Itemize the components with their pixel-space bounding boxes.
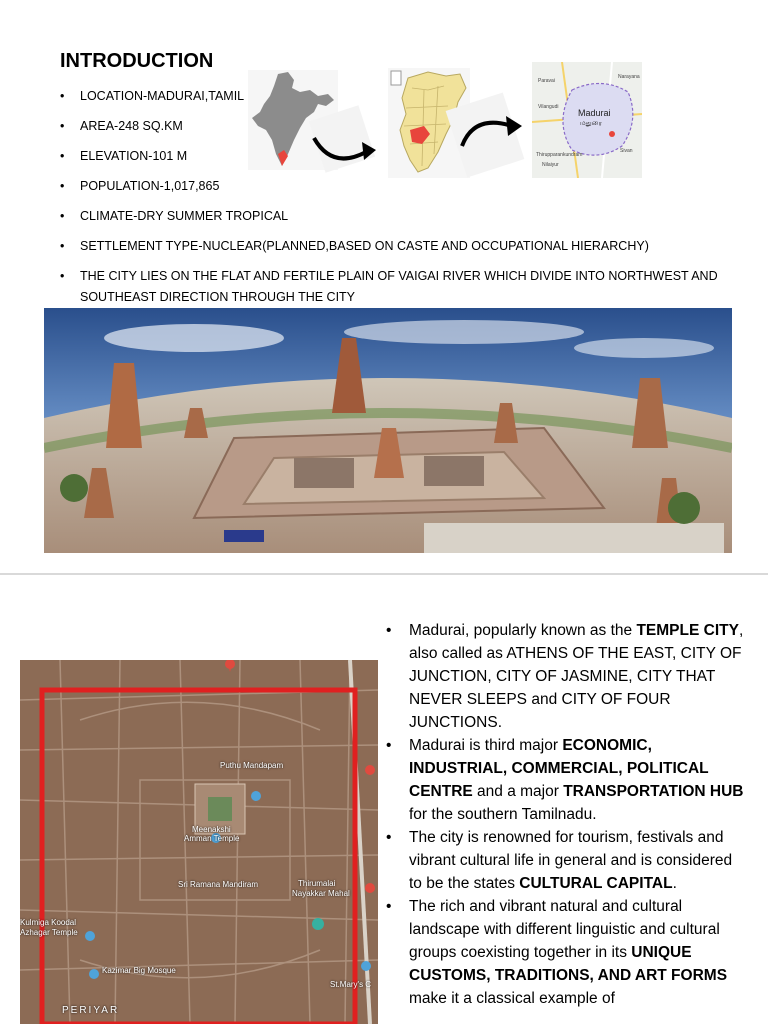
text: Madurai, popularly known as the: [409, 622, 637, 639]
map-label-kazimar-mosque: Kazimar Big Mosque: [102, 966, 176, 975]
map-label-koodal: Kulmiga Koodal: [20, 918, 77, 927]
map-label-amman-temple: Amman Temple: [184, 834, 240, 843]
bold-text: ECONOMIC, INDUSTRIAL, COMMERCIAL, POLITICAL CENTRE: [409, 737, 709, 800]
text: .: [672, 875, 677, 892]
madurai-map-label-tamil: மதுரை: [580, 120, 602, 127]
map-label-puthu-mandapam: Puthu Mandapam: [220, 761, 284, 770]
madurai-satellite-map: [20, 660, 378, 1024]
bold-text: UNIQUE CUSTOMS, TRADITIONS, AND ART FORMS: [409, 944, 728, 984]
bullet-elevation: • ELEVATION-101 M: [60, 146, 740, 176]
bullet-settlement: • SETTLEMENT TYPE-NUCLEAR(PLANNED,BASED ON CASTE AND OCCUPATIONAL HIERARCHY): [60, 236, 740, 266]
temple-city-bullet: [384, 895, 748, 1010]
map-label-thirumalai: Thirumalai: [298, 879, 336, 888]
text: and a major: [472, 783, 564, 800]
svg-text:Thirupparankundram: Thirupparankundram: [536, 152, 583, 158]
bold-text: TRANSPORTATION HUB: [563, 783, 744, 800]
madurai-map-label: Madurai: [578, 108, 611, 118]
text: , also called as ATHENS OF THE EAST, CITY OF JUNCTION, CITY OF JASMINE, CITY THAT NEVER SLEEPS and CITY OF FOUR JUNCTIONS.: [409, 622, 744, 731]
map-label-azhagar-temple: Azhagar Temple: [20, 928, 78, 937]
map-label-periyar: PERIYAR: [62, 1005, 120, 1016]
temple-city-bullet-list: [384, 619, 748, 1010]
svg-text:Sivan: Sivan: [620, 148, 633, 154]
bullet-vaigai-river: • THE CITY LIES ON THE FLAT AND FERTILE PLAIN OF VAIGAI RIVER WHICH DIVIDE INTO NORTHWEST AND SOUTHEAST DIRECTION THROUGH THE CITY: [60, 266, 740, 308]
temple-city-bullet: [384, 826, 748, 895]
curved-arrow-icon: [456, 110, 526, 155]
svg-text:Paravai: Paravai: [538, 78, 555, 84]
text: The city is renowned for tourism, festivals and vibrant cultural life in general and is considered to be the states: [409, 829, 733, 892]
text: Madurai is third major: [409, 737, 563, 754]
map-label-st-marys: St.Mary's C: [330, 980, 372, 989]
bullet-area: • AREA-248 SQ.KM: [60, 116, 740, 146]
bullet-location: • LOCATION-MADURAI,TAMIL: [60, 86, 740, 116]
temple-city-bullet: [384, 734, 748, 826]
slide-title: INTRODUCTION: [60, 50, 214, 72]
madurai-city-map-image: [532, 62, 642, 178]
map-label-nayakkar-mahal: Nayakkar Mahal: [292, 889, 350, 898]
text: The rich and vibrant natural and cultural landscape with different linguistic and cultural groups coexisting together in its: [409, 898, 720, 961]
meenakshi-temple-panorama-photo: [44, 308, 732, 553]
svg-text:Nilaiyur: Nilaiyur: [542, 162, 559, 168]
bold-text: CULTURAL CAPITAL: [519, 875, 673, 892]
text: make it a classical example of: [409, 990, 615, 1007]
bullet-population: • POPULATION-1,017,865: [60, 176, 740, 206]
curved-arrow-icon: [310, 130, 380, 170]
map-label-meenakshi: Meenakshi: [192, 825, 231, 834]
slide-temple-city: [0, 575, 768, 1024]
svg-text:Vilangudi: Vilangudi: [538, 104, 559, 110]
bold-text: TEMPLE CITY: [636, 622, 739, 639]
text: for the southern Tamilnadu.: [409, 806, 597, 823]
svg-text:Narayana: Narayana: [618, 74, 640, 80]
temple-city-bullet: [384, 619, 748, 734]
bullet-climate: • CLIMATE-DRY SUMMER TROPICAL: [60, 206, 740, 236]
map-label-ramana-mandiram: Sri Ramana Mandiram: [178, 880, 259, 889]
